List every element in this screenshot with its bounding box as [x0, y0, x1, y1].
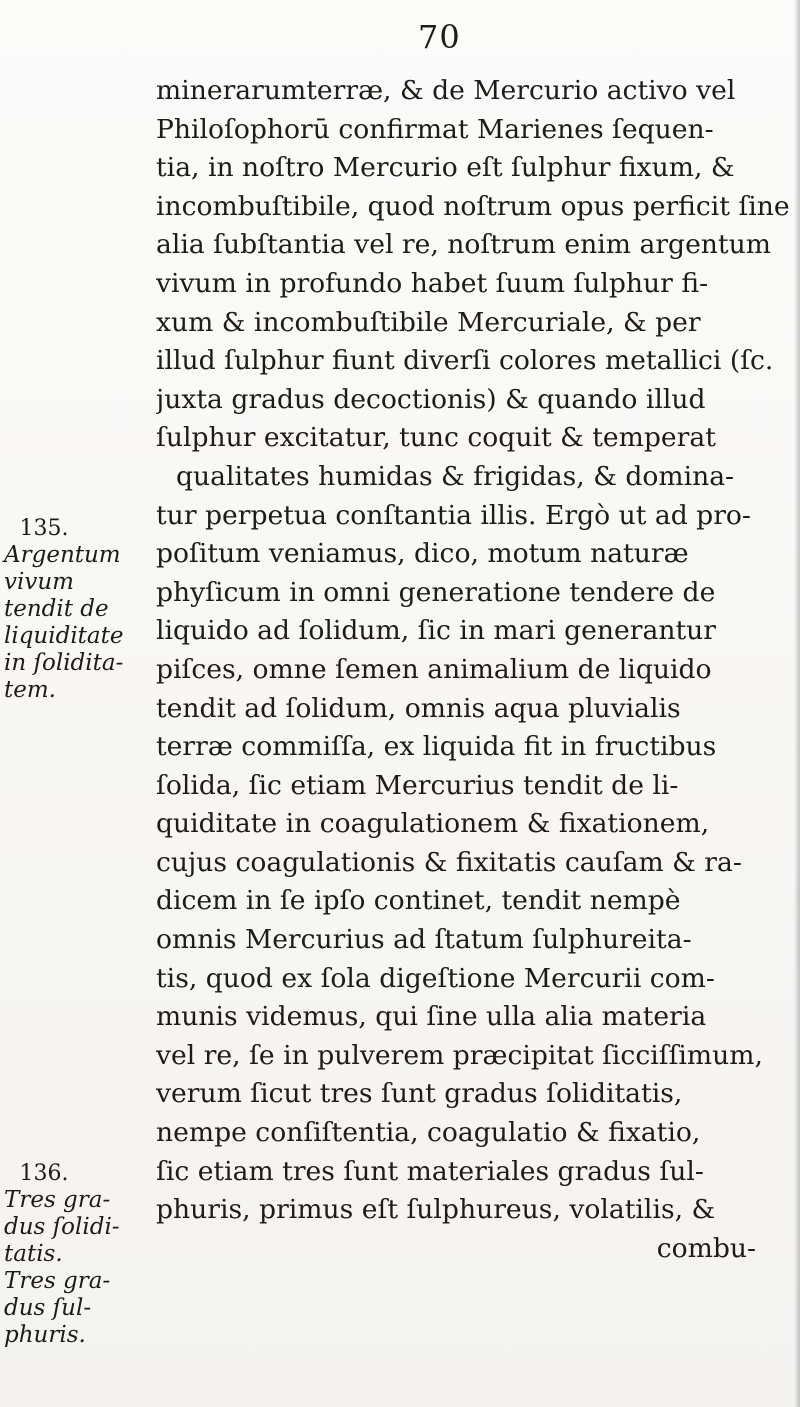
page-number: 70 — [418, 18, 461, 56]
text-line: nempe conſiſtentia, coagulatio & fixatio, — [156, 1117, 701, 1149]
margin-note-line: in ſolidita- — [4, 650, 124, 676]
text-line: tia, in noſtro Mercurio eſt ſulphur fixum, & — [156, 152, 735, 184]
main-text-block — [156, 72, 792, 1268]
text-line: omnis Mercurius ad ſtatum ſulphureita- — [156, 924, 692, 956]
text-line: phyſicum in omni generatione tendere de — [156, 576, 716, 608]
margin-note-line: tatis. — [4, 1241, 63, 1267]
text-line: ſulphur excitatur, tunc coquit & temperat — [156, 422, 716, 454]
text-line: phuris, primus eſt ſulphureus, volatilis, & — [156, 1194, 716, 1226]
margin-note-135 — [4, 515, 152, 704]
text-line: piſces, omne ſemen animalium de liquido — [156, 653, 712, 685]
text-line: tis, quod ex ſola digeſtione Mercurii com- — [156, 962, 715, 994]
margin-note-line: dus ſolidi- — [4, 1214, 120, 1240]
margin-note-line: phuris. — [4, 1322, 86, 1348]
margin-note-number: 136. — [19, 1161, 69, 1186]
text-line: quiditate in coagulationem & fixationem, — [156, 808, 710, 840]
text-line: poſitum veniamus, dico, motum naturæ — [156, 538, 689, 570]
text-line: terræ commiſſa, ex liquida fit in fructibus — [156, 731, 717, 763]
text-line: liquido ad ſolidum, ſic in mari generantur — [156, 615, 717, 647]
catchword: combu- — [656, 1232, 756, 1264]
page-edge-shadow — [794, 0, 800, 1407]
text-line: munis videmus, qui ſine ulla alia materia — [156, 1001, 707, 1033]
text-line: qualitates humidas & frigidas, & domina- — [176, 460, 735, 492]
margin-note-line: Argentum — [4, 542, 121, 568]
text-line: juxta gradus decoctionis) & quando illud — [156, 383, 706, 415]
text-line: verum ſicut tres ſunt gradus ſoliditatis, — [156, 1078, 683, 1110]
text-line: ſolida, ſic etiam Mercurius tendit de li- — [156, 769, 679, 801]
text-line: xum & incombuſtibile Mercuriale, & per — [156, 306, 701, 338]
text-line: alia ſubſtantia vel re, noſtrum enim argentum — [156, 229, 771, 261]
margin-note-line: dus ſul- — [4, 1295, 92, 1321]
text-line: vel re, ſe in pulverem præcipitat ſicciſſimum, — [156, 1039, 763, 1071]
text-line: Philoſophorū confirmat Marienes ſequen- — [156, 113, 714, 145]
margin-note-number: 135. — [19, 516, 69, 541]
margin-note-line: tem. — [4, 677, 56, 703]
margin-note-line: Tres gra- — [4, 1187, 111, 1213]
text-line: dicem in ſe ipſo continet, tendit nempè — [156, 885, 681, 917]
text-line: cujus coagulationis & fixitatis cauſam & ra- — [156, 846, 742, 878]
margin-note-line: vivum — [4, 569, 74, 595]
margin-note-line: tendit de — [4, 596, 109, 622]
text-line: illud ſulphur fiunt diverſi colores metallici (ſc. — [156, 345, 774, 377]
text-line: tendit ad ſolidum, omnis aqua pluvialis — [156, 692, 681, 724]
margin-note-136 — [4, 1160, 152, 1349]
text-line: tur perpetua conſtantia illis. Ergò ut ad pro- — [156, 499, 751, 531]
text-line: minerarumterræ, & de Mercurio activo vel — [156, 75, 736, 106]
margin-note-line: Tres gra- — [4, 1268, 111, 1294]
text-line: vivum in profundo habet ſuum ſulphur fi- — [156, 267, 709, 299]
text-line: ſic etiam tres ſunt materiales gradus ſul- — [156, 1155, 704, 1187]
margin-note-line: liquiditate — [4, 623, 124, 649]
text-line: incombuſtibile, quod noſtrum opus perficit ſine — [156, 190, 790, 222]
